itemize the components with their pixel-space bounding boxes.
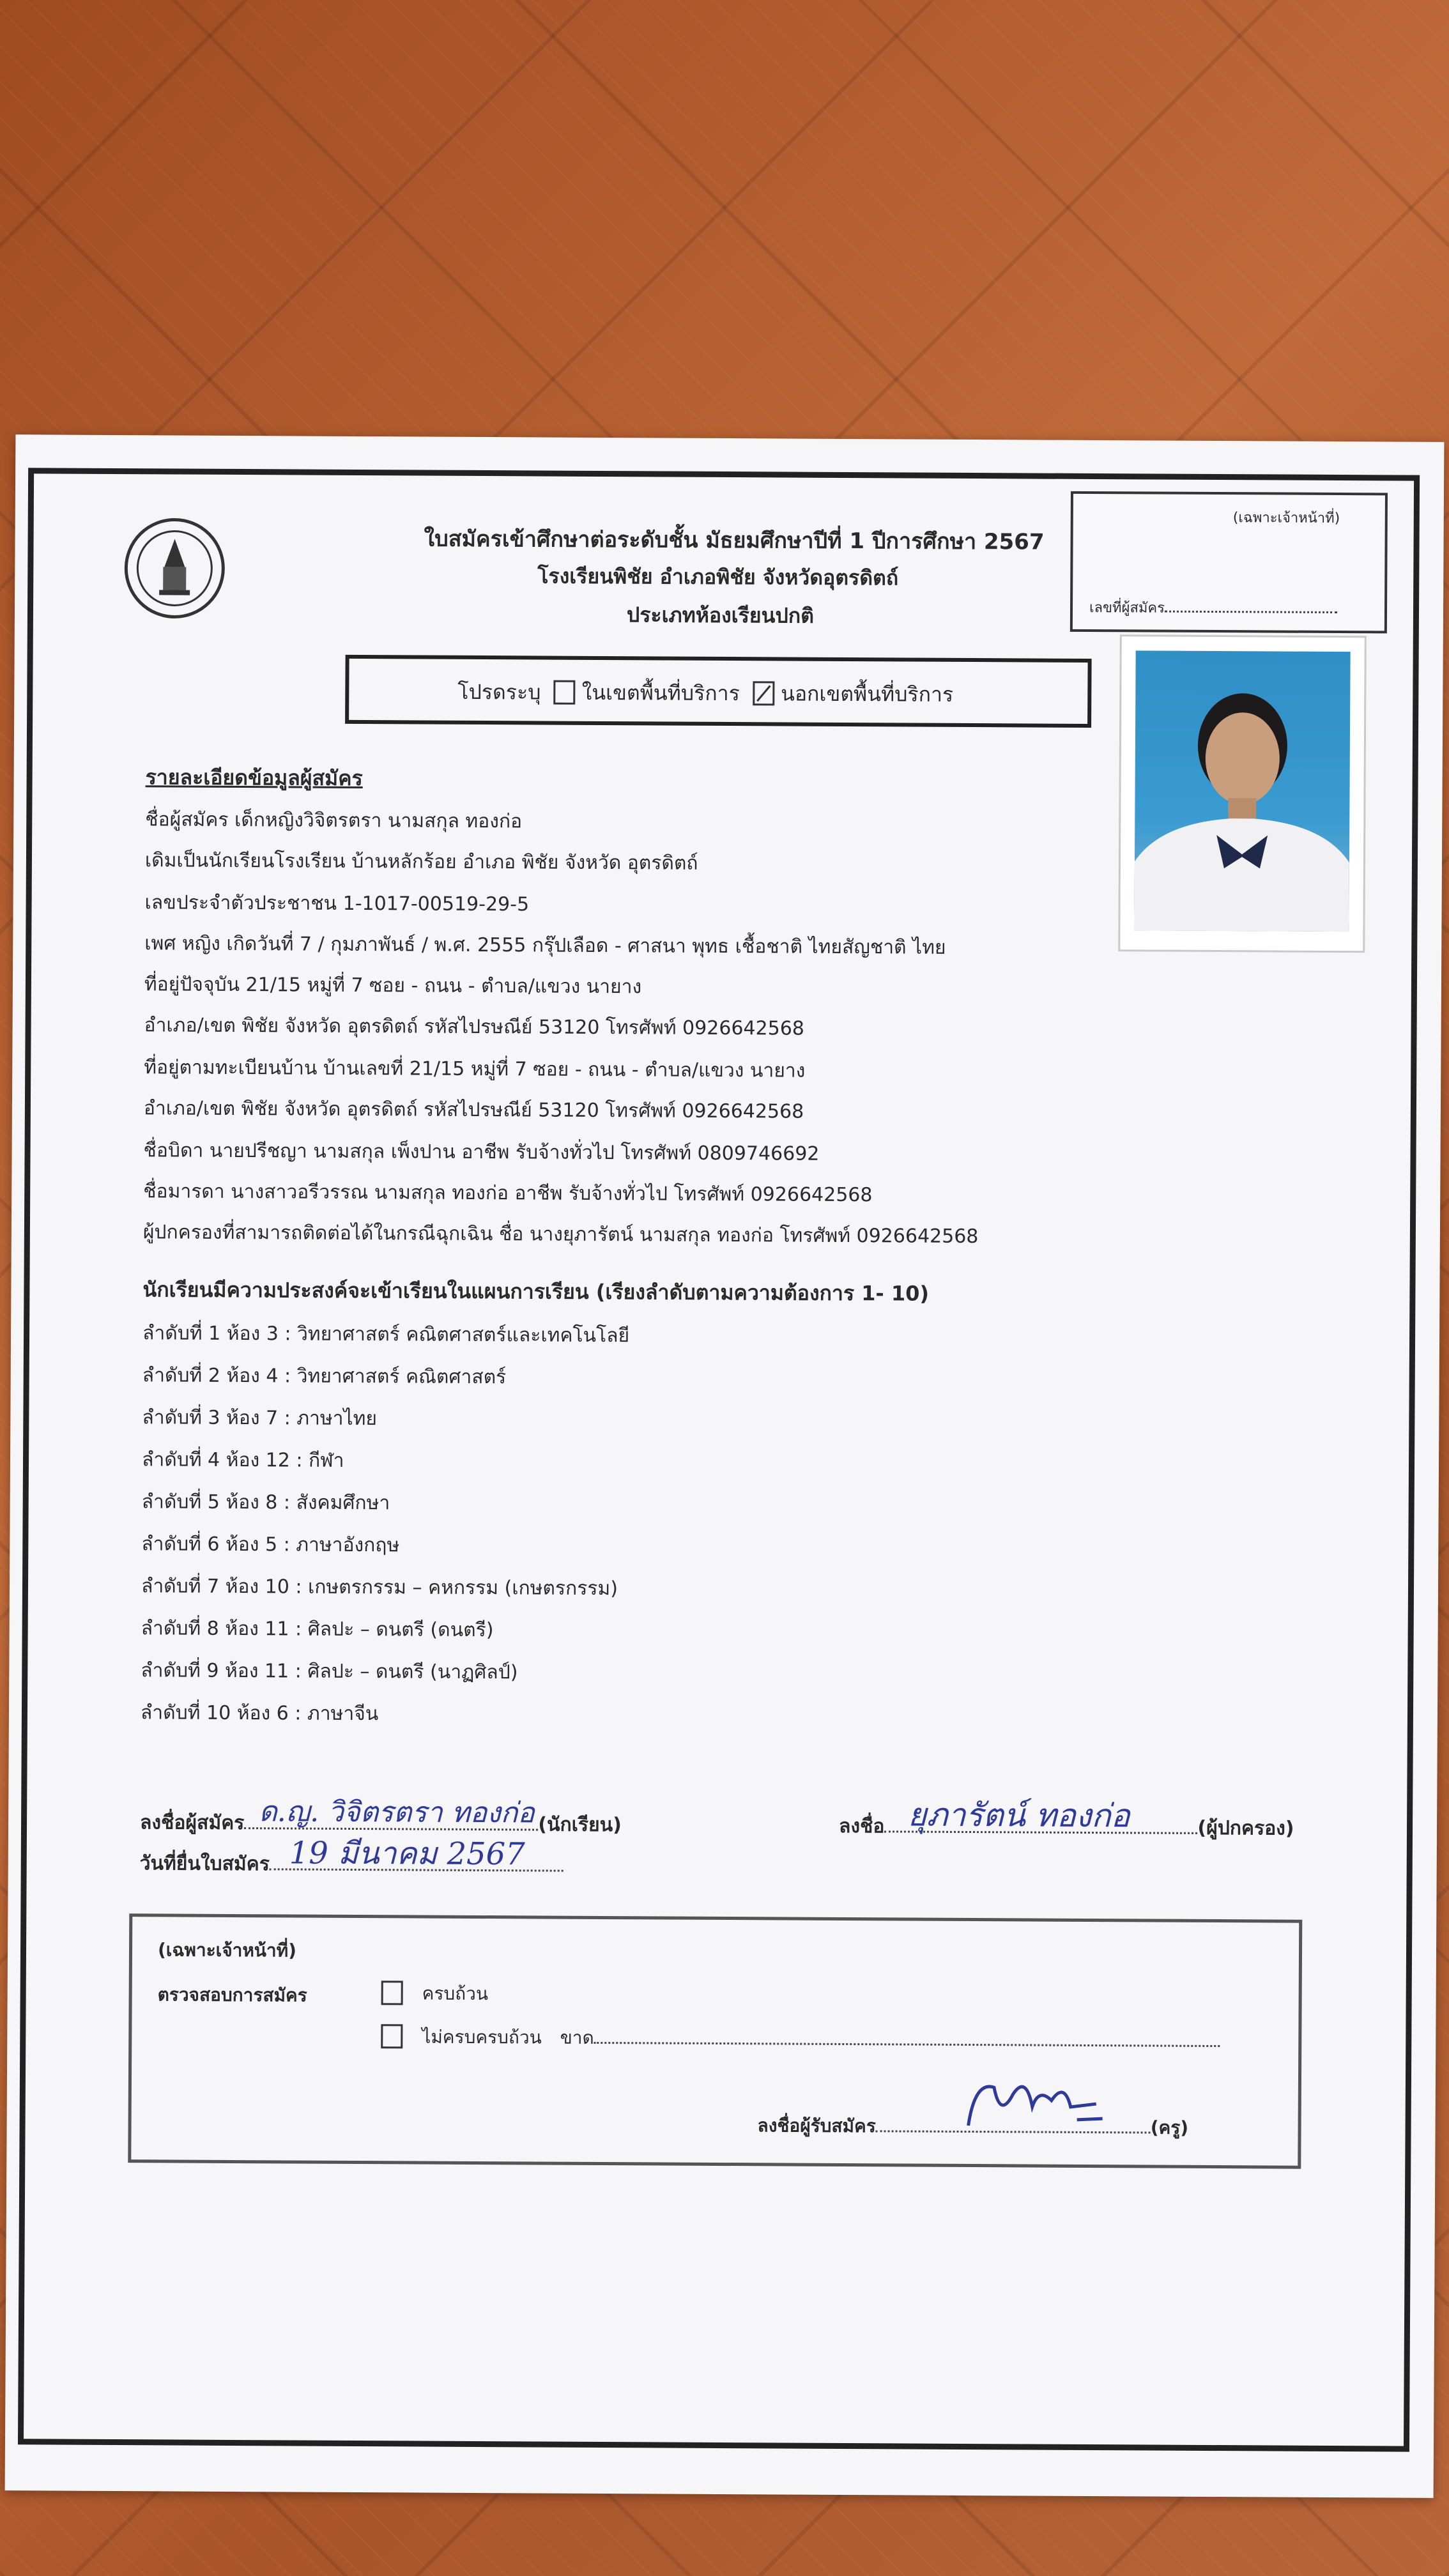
school-line: โรงเรียนพิชัย อำเภอพิชัย จังหวัดอุตรดิตถ์: [537, 564, 899, 590]
school-seal-logo: [123, 517, 226, 620]
guardian-handwritten-signature: ยุภารัตน์ ทองก่อ: [907, 1796, 1130, 1835]
application-form: [5, 434, 1445, 2498]
service-area-label: โปรดระบุ: [457, 679, 541, 705]
applicant-line: ที่อยู่ปัจจุบัน 21/15 หมู่ที่ 7 ซอย - ถนน - ตำบล/แขวง นายาง: [144, 973, 642, 999]
missing-field[interactable]: [594, 2042, 1220, 2047]
applicant-line: ชื่อบิดา นายปรีชญา นามสกุล เพ็งปาน อาชีพ รับจ้างทั่วไป โทรศัพท์ 0809746692: [143, 1139, 820, 1165]
applicant-line: ผู้ปกครองที่สามารถติดต่อได้ในกรณีฉุกเฉิน ชื่อ นางยุภารัตน์ นามสกุล ทองก่อ โทรศัพท์ 0926642568: [142, 1221, 979, 1248]
applicant-line: ชื่อผู้สมัคร เด็กหญิงวิจิตรตรา นามสกุล ทองก่อ: [145, 808, 523, 833]
applicant-line: อำเภอ/เขต พิชัย จังหวัด อุตรดิตถ์ รหัสไปรษณีย์ 53120 โทรศัพท์ 0926642568: [143, 1097, 804, 1123]
preferences-section-title: นักเรียนมีความประสงค์จะเข้าเรียนในแผนการเรียน (เรียงลำดับตามความต้องการ 1- 10): [142, 1277, 930, 1306]
complete-label: ครบถ้วน: [422, 1982, 489, 2005]
applicant-line: ที่อยู่ตามทะเบียนบ้าน บ้านเลขที่ 21/15 หมู่ที่ 7 ซอย - ถนน - ตำบล/แขวง นายาง: [144, 1056, 806, 1082]
in-area-checkbox[interactable]: [554, 680, 576, 705]
receiver-suffix: (ครู): [1150, 2117, 1189, 2138]
preference-item: ลำดับที่ 1 ห้อง 3 : วิทยาศาสตร์ คณิตศาสตร์และเทคโนโลยี: [142, 1322, 630, 1347]
applicant-number-text: เลขที่ผู้สมัคร: [1089, 599, 1165, 617]
applicant-line: เดิมเป็นนักเรียนโรงเรียน บ้านหลักร้อย อำเภอ พิชัย จังหวัด อุตรดิตถ์: [144, 849, 698, 875]
receiver-label: ลงชื่อผู้รับสมัคร: [757, 2115, 876, 2137]
applicant-handwritten-signature: ด.ญ. วิจิตรตรา ทองก่อ: [259, 1795, 535, 1830]
applicant-number-label: [1089, 596, 1337, 620]
preference-item: ลำดับที่ 2 ห้อง 4 : วิทยาศาสตร์ คณิตศาสตร์: [142, 1364, 507, 1389]
preference-item: ลำดับที่ 6 ห้อง 5 : ภาษาอังกฤษ: [141, 1533, 400, 1557]
applicant-photo: [1118, 634, 1367, 953]
applicant-signature-suffix: (นักเรียน): [538, 1813, 622, 1837]
applicant-signature-label: ลงชื่อผู้สมัคร: [139, 1811, 245, 1835]
preference-item: ลำดับที่ 3 ห้อง 7 : ภาษาไทย: [142, 1406, 378, 1430]
incomplete-checkbox[interactable]: [381, 2024, 402, 2048]
missing-label: ขาด: [560, 2027, 594, 2048]
complete-row: [375, 1979, 489, 2008]
applicant-line: เพศ หญิง เกิดวันที่ 7 / กุมภาพันธ์ / พ.ศ. 2555 กรุ๊ปเลือด - ศาสนา พุทธ เชื้อชาติ ไทยสัญชาติ ไทย: [144, 932, 946, 959]
guardian-signature-label: ลงชื่อ: [838, 1814, 885, 1838]
preference-item: ลำดับที่ 5 ห้อง 8 : สังคมศึกษา: [141, 1491, 390, 1515]
room-type: ประเภทห้องเรียนปกติ: [626, 602, 815, 628]
checkmark-icon: [755, 683, 772, 703]
form-title: ใบสมัครเข้าศึกษาต่อระดับชั้น มัธยมศึกษาปีที่ 1 ปีการศึกษา 2567: [424, 526, 1045, 555]
preference-item: ลำดับที่ 10 ห้อง 6 : ภาษาจีน: [140, 1701, 379, 1726]
application-date-handwritten: 19 มีนาคม 2567: [289, 1835, 525, 1873]
preference-item: ลำดับที่ 8 ห้อง 11 : ศิลปะ – ดนตรี (ดนตรี): [141, 1617, 494, 1642]
incomplete-row: [374, 2023, 1220, 2055]
photo-image: [1134, 650, 1350, 931]
student-portrait-icon: [1134, 650, 1350, 931]
complete-checkbox[interactable]: [381, 1981, 403, 2005]
office-check-title: (เฉพาะเจ้าหน้าที่): [157, 1939, 297, 1961]
in-area-label: ในเขตพื้นที่บริการ: [581, 680, 740, 706]
application-date-label: วันที่ยื่นใบสมัคร: [139, 1852, 270, 1876]
applicant-section-title: รายละเอียดข้อมูลผู้สมัคร: [145, 765, 363, 791]
office-use-box: [1070, 491, 1388, 634]
applicant-line: เลขประจำตัวประชาชน 1-1017-00519-29-5: [144, 891, 530, 916]
incomplete-label: ไม่ครบครบถ้วน: [422, 2026, 542, 2048]
preference-item: ลำดับที่ 9 ห้อง 11 : ศิลปะ – ดนตรี (นาฏศิลป์): [141, 1659, 518, 1684]
out-area-checkbox[interactable]: [753, 681, 774, 705]
guardian-signature-suffix: (ผู้ปกครอง): [1197, 1816, 1294, 1840]
service-area-box: [345, 655, 1092, 728]
office-check-box: [128, 1913, 1302, 2169]
applicant-line: อำเภอ/เขต พิชัย จังหวัด อุตรดิตถ์ รหัสไปรษณีย์ 53120 โทรศัพท์ 0926642568: [144, 1014, 805, 1040]
out-area-label: นอกเขตพื้นที่บริการ: [780, 681, 954, 707]
preference-item: ลำดับที่ 7 ห้อง 10 : เกษตรกรรม – คหกรรม (เกษตรกรรม): [141, 1575, 618, 1600]
service-area-row: [457, 676, 953, 711]
preference-item: ลำดับที่ 4 ห้อง 12 : กีฬา: [141, 1448, 344, 1472]
applicant-line: ชื่อมารดา นางสาวอรีวรรณ นามสกุล ทองก่อ อาชีพ รับจ้างทั่วไป โทรศัพท์ 0926642568: [143, 1180, 873, 1207]
applicant-number-field[interactable]: [1165, 611, 1337, 613]
check-label: ตรวจสอบการสมัคร: [157, 1984, 307, 2006]
receiver-signature-scribble: [955, 2068, 1122, 2139]
office-use-title: (เฉพาะเจ้าหน้าที่): [1232, 510, 1340, 527]
